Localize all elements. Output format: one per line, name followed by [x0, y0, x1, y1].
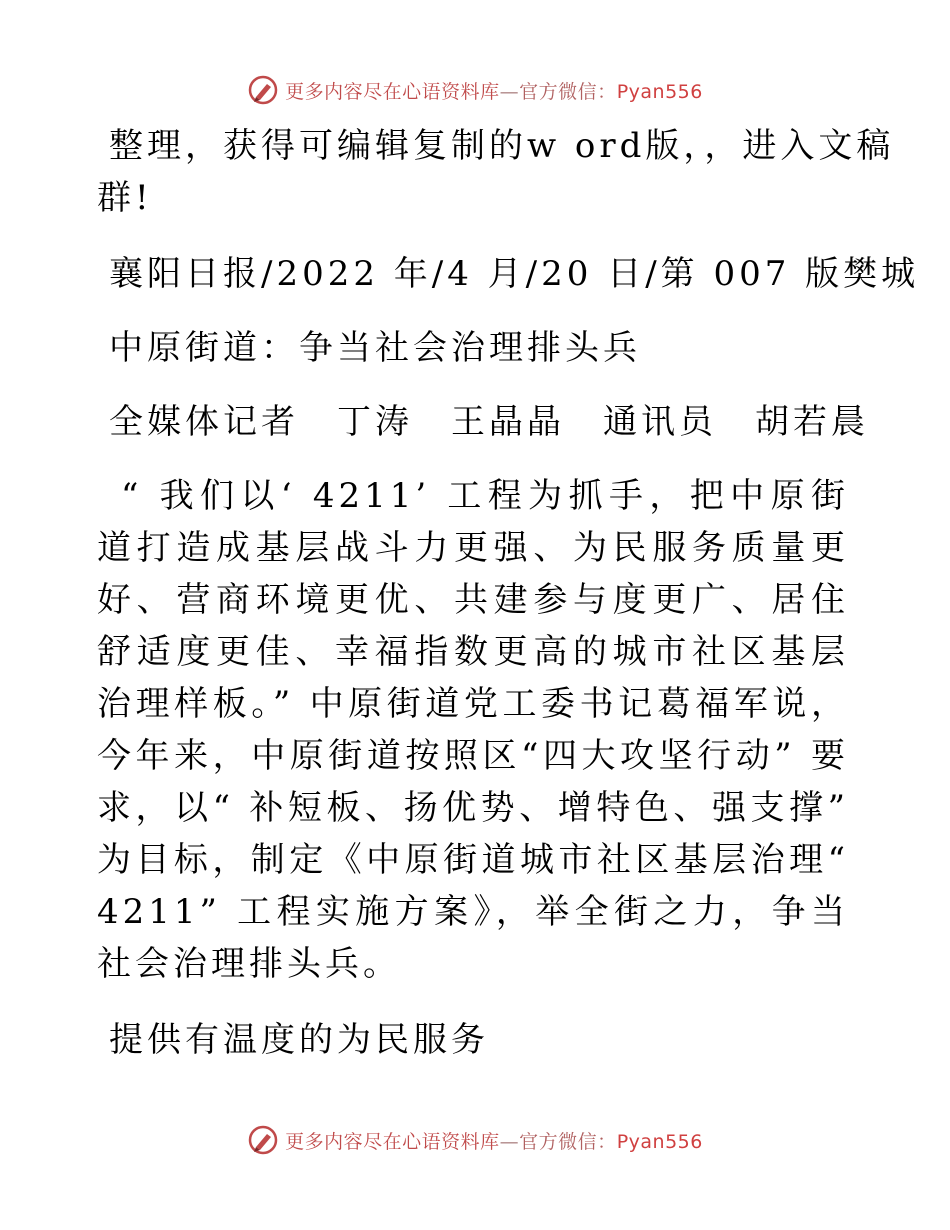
- header-watermark: [0, 70, 950, 110]
- watermark-wechat-id: Pyan556: [616, 1130, 703, 1153]
- paragraph-1: “ 我们以‘ 4211’ 工程为抓手，把中原街道打造成基层战斗力更强、为民服务质量更好、营商环境更优、共建参与度更广、居住舒适度更佳、幸福指数更高的城市社区基层治理样板。” 中原街道党工委书记葛福军说，今年来，中原街道按照区“四大攻坚行动” 要求，以“ 补短板、扬优势、增特色、强支撑” 为目标，制定《中原街道城市社区基层治理“ 4211” 工程实施方案》，举全街之力，争当社会治理排头兵。: [97, 476, 849, 984]
- watermark-text: [285, 1127, 703, 1154]
- source-line: 襄阳日报/2022 年/4 月/20 日/第 007 版樊城: [109, 254, 920, 294]
- watermark-wechat-label: 官方微信：: [519, 1130, 617, 1153]
- intro-line-2: 群!: [97, 178, 153, 218]
- byline: 全媒体记者 丁涛 王晶晶 通讯员 胡若晨: [109, 402, 869, 442]
- watermark-dash: —: [499, 1130, 520, 1153]
- watermark-title: 更多内容尽在心语资料库: [285, 80, 500, 103]
- intro-line-1: 整理，获得可编辑复制的w ord版，，进入文稿: [109, 126, 895, 166]
- watermark-wechat-label: 官方微信：: [519, 80, 617, 103]
- watermark-dash: —: [499, 80, 520, 103]
- pen-logo-icon: [247, 74, 279, 106]
- watermark-text: [285, 77, 703, 104]
- document-body: [97, 120, 920, 1066]
- watermark-wechat-id: Pyan556: [616, 80, 703, 103]
- watermark-title: 更多内容尽在心语资料库: [285, 1130, 500, 1153]
- footer-watermark: [0, 1120, 950, 1160]
- section-heading: 提供有温度的为民服务: [109, 1020, 489, 1060]
- pen-logo-icon: [247, 1124, 279, 1156]
- headline: 中原街道：争当社会治理排头兵: [109, 328, 641, 368]
